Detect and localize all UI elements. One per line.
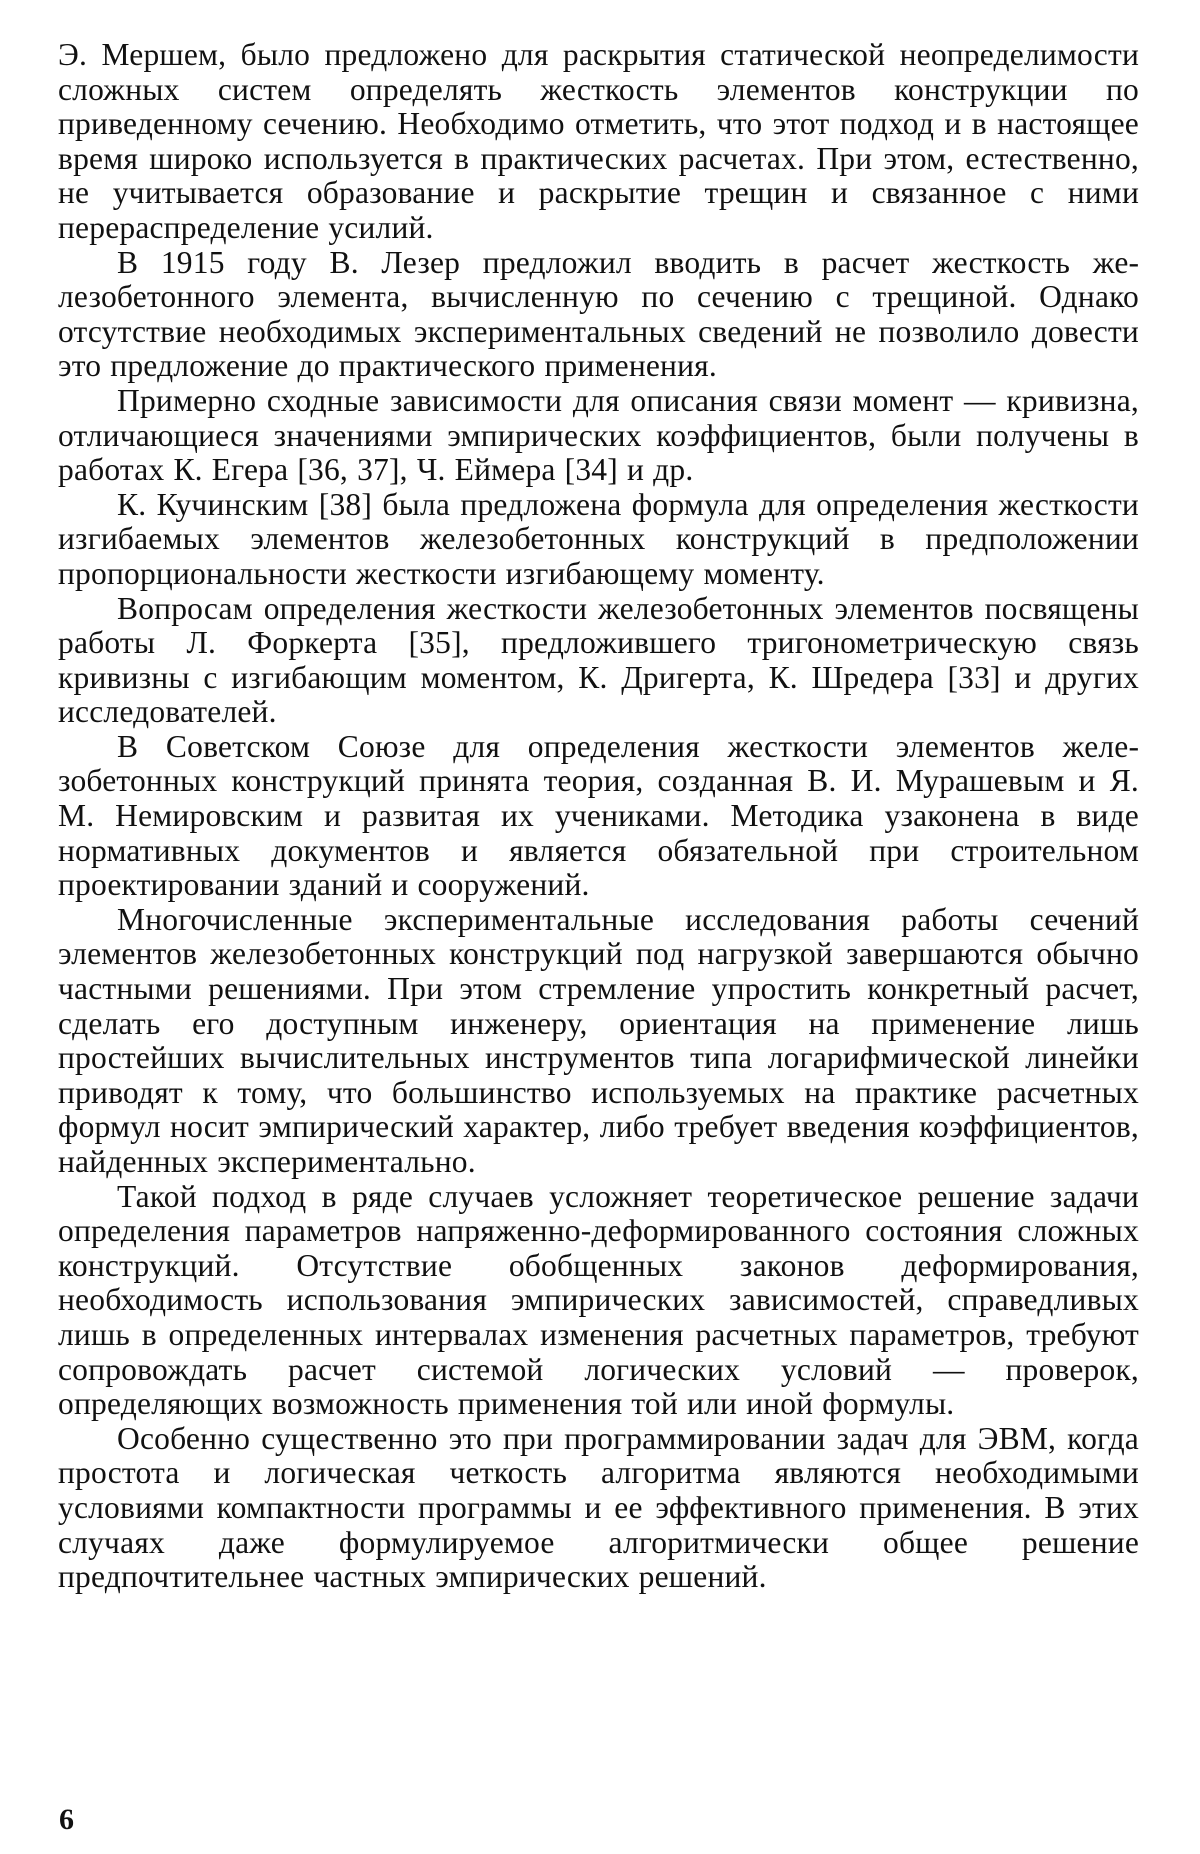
page-number: 6 bbox=[59, 1803, 74, 1836]
paragraph-computer-programming: Особенно существенно это при программировании задач для ЭВМ, когда простота и логическая четкость алгоритма являются необходимыми условиями компактности программы и ее эффективного применения. В этих случаях даже формулируемое алгоритмически общее решение предпочтительнее частных эмпирических решений. bbox=[58, 1420, 1139, 1595]
paragraph-leser-1915: В 1915 году В. Лезер предложил вводить в расчет жесткость железобетонного элемента, вычисленную по сечению с трещиной. Однако отсутствие необходимых экспериментальных сведений не позволило довести это предложение до практического применения. bbox=[58, 244, 1139, 384]
paragraph-experimental-studies: Многочисленные экспериментальные исследования работы сечений элементов железобетонных конструкций под нагрузкой завершаются обычно частными решениями. При этом стремление упростить конкретный расчет, сделать его доступным инженеру, ориентация на применение лишь простейших вычислительных инструментов типа логарифмической линейки приводят к тому, что большинство используемых на практике расчетных формул носит эмпирический характер, либо требует введения коэффициентов, найденных экспериментально. bbox=[58, 901, 1139, 1179]
paragraph-approach-complexity: Такой подход в ряде случаев усложняет теоретическое решение задачи определения параметров напряженно-деформированного состояния сложных конструкций. Отсутствие обобщенных законов деформирования, необходимость использования эмпирических зависимостей, справедливых лишь в определенных интервалах изменения расчетных параметров, требуют сопровождать расчет системой логических условий — проверок, определяющих возможность применения той или иной формулы. bbox=[58, 1178, 1139, 1422]
paragraph-kuczynski: К. Кучинским [38] была предложена формула для определения жесткости изгибаемых элементов железобетонных конструкций в предположении пропорциональности жесткости изгибающему моменту. bbox=[58, 486, 1139, 591]
paragraph-continuation: Э. Мершем, было предложено для раскрытия статической неопределимости сложных систем определять жесткость элементов конструкции по приведенному сечению. Необходимо отметить, что этот подход и в настоящее время широко используется в практических расчетах. При этом, естественно, не учитывается образование и раскрытие трещин и связанное с ними перераспределение усилий. bbox=[58, 37, 1139, 245]
paragraph-moment-curvature: Примерно сходные зависимости для описания связи момент — кривизна, отличающиеся значениями эмпирических коэффициентов, были получены в работах К. Егера [36, 37], Ч. Еймера [34] и др. bbox=[58, 382, 1139, 488]
paragraph-forkert: Вопросам определения жесткости железобетонных элементов посвящены работы Л. Форкерта [35], предложившего тригонометрическую связь кривизны с изгибающим моментом, К. Дригерта, К. Шредера [33] и других исследователей. bbox=[58, 590, 1139, 730]
paragraph-soviet-theory: В Советском Союзе для определения жесткости элементов железобетонных конструкций принята теория, созданная В. И. Мурашевым и Я. М. Немировским и развитая их учениками. Методика узаконена в виде нормативных документов и является обязательной при строительном проектировании зданий и сооружений. bbox=[58, 728, 1139, 903]
body-text bbox=[58, 38, 1139, 1595]
